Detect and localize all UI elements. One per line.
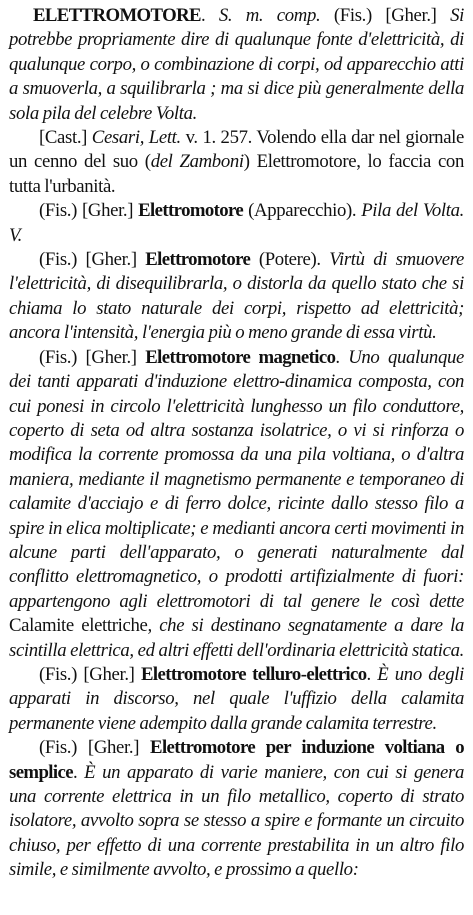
entry-sense-magnetico bbox=[9, 346, 464, 663]
text-run: . bbox=[72, 761, 85, 783]
domain-label: (Fis.) [Gher.] bbox=[39, 346, 146, 368]
citation-author: Cesari, Lett. bbox=[91, 127, 181, 149]
sense-headword: Elettromotore bbox=[138, 200, 244, 222]
definition-text: È uno degli apparati in discorso, nel quale l'uffizio della calamita permanente viene adempito dalla grande calamita terrestre. bbox=[9, 663, 464, 734]
definition-text: Uno qualunque dei tanti apparati d'induzione elettro-dinamica composta, con cui ponesi in circolo l'elettricità lunghesso un filo conduttore, coperto di seta od altra sostanza isolatrice, o vi si rinforza o modifica la corrente promossa da una pila voltiana, o d'altra maniera, mediante il magnetismo permanente e temporaneo di calamite d'acciajo e di ferro dolce, ricinte dallo stesso filo a spire in elica moltiplicate; e medianti ancora certi movimenti in alcune parti dell'apparato, o generati naturalmente dal conflitto elettromagnetico, o prodotti artifizialmente di fuori: appartengono agli elettromotori di tal genere le così dette bbox=[9, 346, 464, 612]
entry-main-definition bbox=[9, 4, 464, 126]
definition-text: Virtù di smuovere l'elettricità, di disequilibrarla, o distorla da quello stato che si chiama lo stato naturale dei corpi, rispetto ad elettricità; ancora l'intensità, l'energia più o meno grande di essa virtù. bbox=[9, 249, 464, 344]
sense-headword: Elettromotore bbox=[145, 249, 251, 271]
text-run: . bbox=[200, 5, 219, 26]
entry-sense-tellurico bbox=[9, 663, 464, 736]
citation-text-end: ) Elettromotore, lo faccia con tutta l'urbanità. bbox=[9, 151, 464, 197]
definition-text-end: , che si destinano segnatamente a dare la scintilla elettrica, ed altri effetti dell'ordinaria elettricità statica. bbox=[9, 615, 464, 661]
sense-headword: Elettromotore magnetico bbox=[145, 346, 336, 368]
headword: ELETTROMOTORE bbox=[33, 5, 201, 26]
definition-text: È un apparato di varie maniere, con cui si genera una corrente elettrica in un filo metallico, coperto di strato isolatore, avvolto sopra se stesso a spire e formante un circuito chiuso, per effetto di una corrente prestabilita in un altro filo simile, e similmente avvolto, e prossimo a quello: bbox=[9, 761, 464, 881]
domain-label: (Fis.) [Gher.] bbox=[39, 200, 139, 222]
source-label: [Cast.] bbox=[39, 127, 92, 149]
entry-sense-induzione-voltiana bbox=[9, 736, 464, 882]
text-run: . bbox=[335, 346, 349, 368]
sense-headword: Elettromotore per induzione voltiana o semplice bbox=[9, 737, 465, 783]
term-mention: Calamite elettriche bbox=[9, 615, 148, 637]
entry-citation-cesari bbox=[9, 126, 464, 199]
entry-sense-apparecchio bbox=[9, 199, 464, 248]
domain-label: (Fis.) [Gher.] bbox=[39, 663, 141, 685]
citation-gloss: del Zamboni bbox=[150, 151, 244, 173]
sense-qualifier: (Potere). bbox=[250, 249, 330, 271]
domain-label: (Fis.) [Gher.] bbox=[39, 249, 146, 271]
grammar-label: S. m. comp. bbox=[218, 5, 321, 26]
domain-label: (Fis.) [Gher.] bbox=[39, 737, 151, 759]
sense-qualifier: (Apparecchio). bbox=[243, 200, 362, 222]
cross-reference: Pila del Volta. V. bbox=[9, 200, 465, 246]
entry-sense-potere bbox=[9, 248, 464, 346]
text-run: . bbox=[366, 663, 378, 685]
citation-text: v. 1. 257. Volendo ella dar nel giornale un cenno del suo ( bbox=[9, 127, 465, 173]
domain-label: (Fis.) [Gher.] bbox=[320, 5, 451, 26]
definition-text: Si potrebbe propriamente dire di qualunque fonte d'elettricità, di qualunque corpo, o combinazione di corpi, od apparecchio atti a smuoverla, a squilibrarla ; ma si dice più generalmente della sola pila del celebre Volta. bbox=[9, 5, 464, 124]
sense-headword: Elettromotore telluro-elettrico bbox=[140, 663, 367, 685]
